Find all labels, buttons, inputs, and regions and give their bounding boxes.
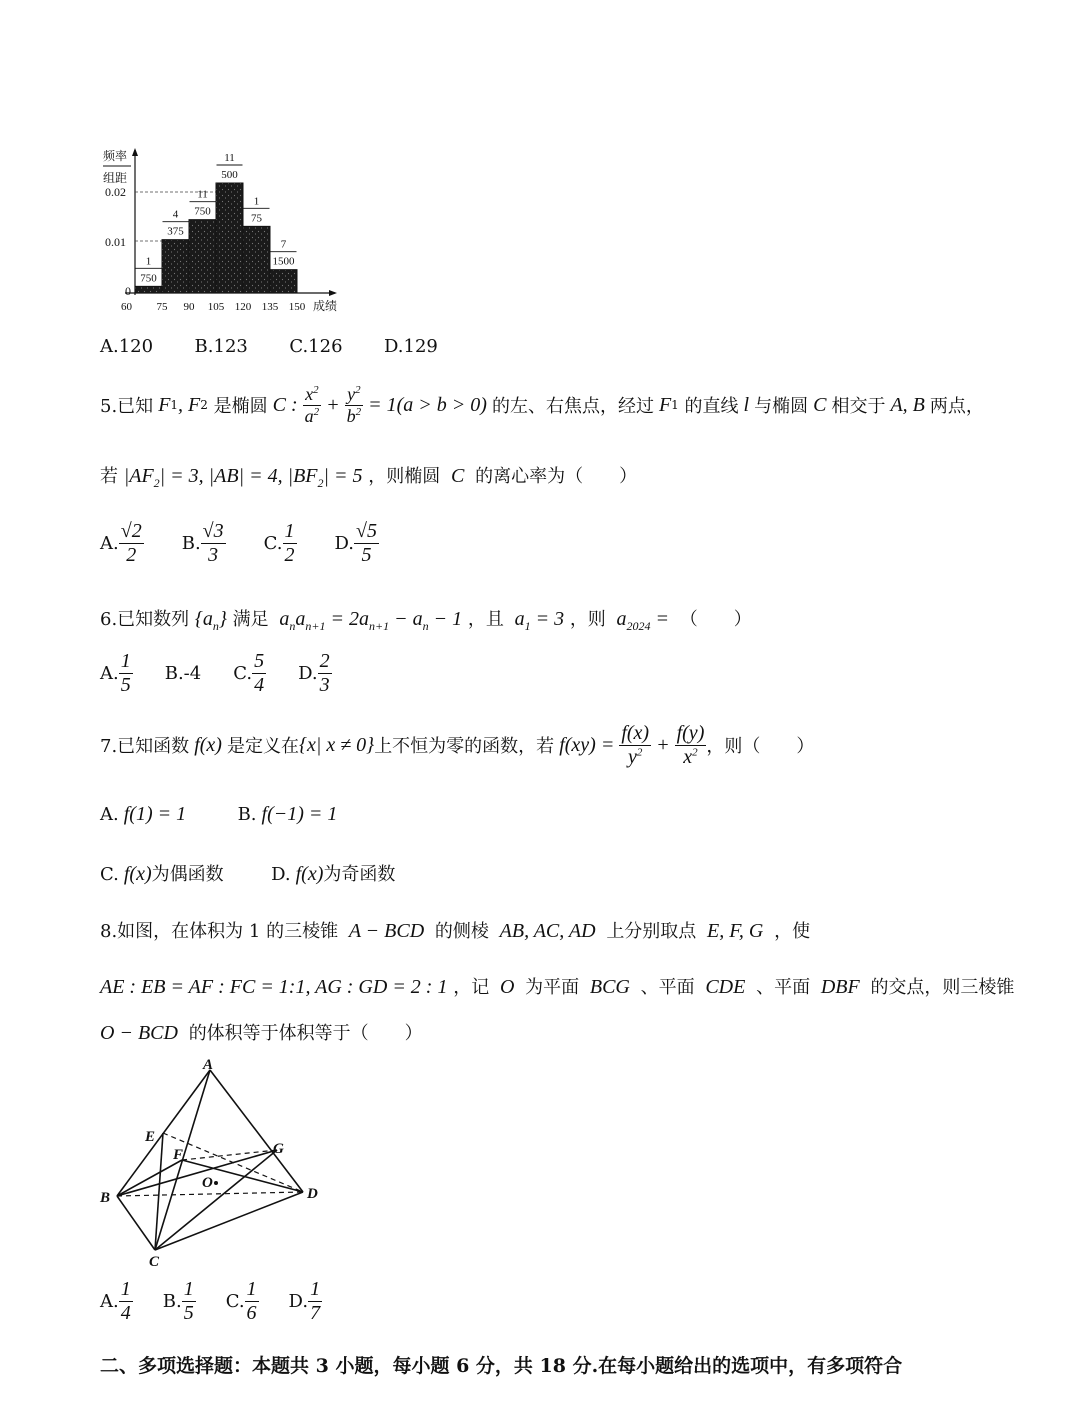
vertex-label-b: B: [100, 1190, 111, 1206]
q7-option-a[interactable]: A. f(1) = 1: [100, 803, 187, 825]
histogram-bar: [270, 270, 297, 293]
x-tick-label: 60: [121, 301, 132, 313]
q6-stem: 6.已知数列 $\{a_n\}$ 满足 $a_na_{n+1} = 2a_{n+1} - a_n - 1$ ，且 $a_1 = 3$ ，则 $a_{2024}$ = （ ）: [100, 608, 752, 633]
bar-label-denominator: 1500: [272, 255, 295, 268]
frequency-histogram: [95, 140, 365, 320]
x-tick-label: 120: [234, 301, 252, 313]
histogram-bar: [135, 286, 162, 293]
q7-option-d[interactable]: D. f(x)为奇函数: [271, 863, 396, 885]
q8-option-b[interactable]: B. $\frac{1}{5}$: [162, 1278, 194, 1324]
q7-option-c[interactable]: C. f(x)为偶函数: [100, 863, 224, 885]
histogram-bar: [189, 220, 216, 293]
q7-stem: 7.已知函数 f(x) 是定义在 {x| x ≠ 0} 上不恒为零的函数，若 f(xy) = $\frac{f(x)}{y^2}$ + $\frac{f(y)}{x^2}$ ，则（ ）: [100, 721, 815, 768]
q4-option-c[interactable]: C.126: [289, 336, 343, 357]
q5-option-b[interactable]: B. $\frac{√3}{3}$: [181, 520, 224, 566]
vertex-label-a: A: [203, 1057, 214, 1073]
q5-stem-line1: 5.已知 F 1 , F 2 是椭圆 C : $\frac{x^2}{a^2}$ + $\frac{y^2}{b^2}$ = 1(a > b > 0) 的左、右焦点，经过 F 1 的直线 l 与椭圆 C 相交于 A, B 两点，: [100, 383, 984, 426]
q5-option-c[interactable]: C. $\frac{1}{2}$: [263, 520, 295, 566]
q6-options: [100, 650, 332, 697]
y-tick-0.02: 0.02: [105, 185, 126, 199]
q5-option-d[interactable]: D. $\frac{√5}{5}$: [334, 520, 378, 566]
histogram-bar: [243, 226, 270, 293]
histogram-bar: [216, 183, 243, 293]
bar-label-denominator: 375: [167, 225, 184, 238]
bar-label-numerator: 1: [145, 255, 152, 268]
bar-label-numerator: 11: [197, 188, 208, 201]
bar-label-numerator: 4: [172, 208, 179, 221]
q4-option-d[interactable]: D.129: [384, 336, 438, 357]
q5-option-a[interactable]: A. $\frac{√2}{2}$: [100, 520, 142, 566]
q6-option-b[interactable]: B.-4: [164, 663, 202, 684]
q4-option-a[interactable]: A.120: [100, 336, 154, 357]
point-label-o: O: [202, 1175, 213, 1191]
q8-option-a[interactable]: A. $\frac{1}{4}$: [100, 1278, 131, 1324]
q8-stem-line3: O − BCD 的体积等于体积等于（ ）: [100, 1022, 423, 1044]
x-tick-label: 75: [156, 301, 168, 313]
bar-label-numerator: 7: [280, 238, 287, 251]
q4-options: [100, 336, 438, 357]
q7-option-b[interactable]: B. f(−1) = 1: [237, 803, 338, 825]
q4-option-b[interactable]: B.123: [194, 336, 248, 357]
q6-option-c[interactable]: C. $\frac{5}{4}$: [233, 650, 265, 696]
point-label-e: E: [145, 1129, 156, 1145]
bar-label-numerator: 11: [224, 152, 235, 164]
vertex-label-d: D: [307, 1186, 318, 1202]
q8-stem-line2: AE : EB = AF : FC = 1:1, AG : GD = 2 : 1 ，记 O 为平面 BCG 、平面 CDE 、平面 DBF 的交点，则三棱锥: [100, 976, 1015, 998]
q8-stem-line1: 8.如图，在体积为 1 的三棱锥 A − BCD 的侧棱 AB, AC, AD 上分别取点 E, F, G ，使: [100, 920, 811, 942]
q6-option-d[interactable]: D. $\frac{2}{3}$: [298, 650, 330, 696]
bar-label-denominator: 750: [140, 272, 157, 285]
x-tick-label: 105: [207, 301, 225, 313]
pyramid-figure: [95, 1055, 335, 1270]
y-tick-0.01: 0.01: [105, 235, 126, 249]
x-tick-label: 90: [183, 301, 195, 313]
x-tick-label: 150: [288, 301, 306, 313]
bar-label-numerator: 1: [253, 195, 260, 208]
vertex-label-c: C: [149, 1254, 160, 1270]
q7-options-ab: [100, 803, 337, 826]
y-tick-0: 0: [125, 284, 131, 298]
q7-options-cd: [100, 860, 395, 886]
q5-options: [100, 520, 379, 567]
q8-option-c[interactable]: C. $\frac{1}{6}$: [225, 1278, 257, 1324]
bar-label-denominator: 75: [251, 212, 262, 225]
q8-option-d[interactable]: D. $\frac{1}{7}$: [288, 1278, 321, 1324]
q6-option-a[interactable]: A. $\frac{1}{5}$: [100, 650, 131, 696]
histogram-bar: [162, 240, 189, 293]
q5-stem-line2: 若 $|AF_2| = 3$, |AB| = 4, $|BF_2| = 5$ ，则椭圆 C 的离心率为（ ）: [100, 465, 638, 490]
point-label-f: F: [173, 1147, 184, 1163]
bar-label-denominator: 750: [194, 205, 211, 218]
q8-options: [100, 1278, 322, 1325]
histogram-ylabel-top: 频率: [103, 149, 128, 163]
point-label-g: G: [273, 1141, 284, 1157]
histogram-ylabel-bottom: 组距: [103, 171, 128, 185]
x-tick-label: 135: [261, 301, 279, 313]
histogram-xlabel: 成绩: [313, 299, 338, 313]
section-2-heading: 二、多项选择题：本题共 3 小题，每小题 6 分，共 18 分.在每小题给出的选项中，有多项符合: [100, 1355, 903, 1377]
bar-label-denominator: 500: [221, 169, 238, 181]
